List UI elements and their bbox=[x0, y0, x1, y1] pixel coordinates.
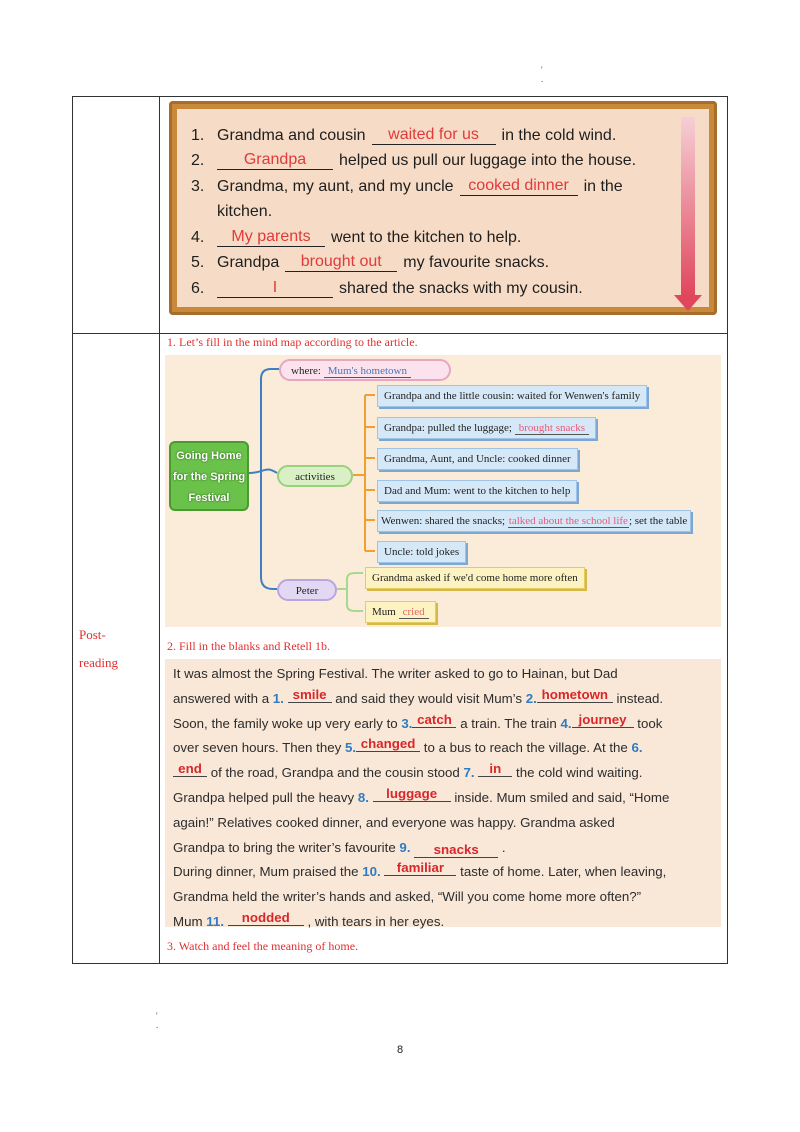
line-text: Grandpa bbox=[217, 254, 280, 271]
passage-text: Mum bbox=[173, 913, 203, 929]
passage-text: taste of home. Later, when leaving, bbox=[460, 864, 667, 880]
passage-text: Grandma held the writer’s hands and asked, “Will you come home more often?” bbox=[173, 889, 642, 905]
question-3-title: 3. Watch and feel the meaning of home. bbox=[167, 939, 359, 953]
passage-text: a train. The train bbox=[460, 715, 557, 731]
question-2-title: 2. Fill in the blanks and Retell 1b. bbox=[167, 639, 330, 653]
board-line-3b bbox=[191, 196, 709, 222]
activity-2 bbox=[377, 417, 596, 439]
passage-text: , with tears in her eyes. bbox=[307, 913, 445, 929]
passage-text: the cold wind waiting. bbox=[516, 765, 643, 781]
line-text: in the bbox=[583, 177, 623, 195]
passage-text: Grandpa to bring the writer’s favourite bbox=[173, 839, 396, 855]
mind-map bbox=[165, 355, 721, 627]
answer-blank: brought out bbox=[285, 253, 397, 272]
blank-number: 7. bbox=[463, 765, 475, 781]
footer-marks: ' . bbox=[156, 1011, 159, 1030]
blank-answer: hometown bbox=[537, 688, 613, 703]
board-line-5 bbox=[191, 247, 709, 273]
board-line-1 bbox=[191, 119, 709, 145]
lesson-table bbox=[72, 96, 728, 964]
activity-5 bbox=[377, 510, 691, 532]
peter-item-1: Grandma asked if we'd come home more often bbox=[365, 567, 585, 589]
activity-text: ; set the table bbox=[628, 515, 688, 527]
line-text: Grandma, my aunt, and my uncle bbox=[217, 177, 454, 195]
where-answer: Mum's hometown bbox=[324, 365, 411, 378]
line-text: Grandma and cousin bbox=[217, 126, 366, 144]
blank-number: 10. bbox=[362, 864, 381, 880]
answer-blank: Grandpa bbox=[217, 151, 333, 170]
activity-text: Wenwen: shared the snacks; bbox=[381, 515, 506, 527]
passage-text: over seven hours. Then they bbox=[173, 740, 342, 756]
line-text: in the cold wind. bbox=[501, 126, 617, 144]
activities-node: activities bbox=[277, 465, 353, 487]
board-content bbox=[177, 109, 709, 307]
answer-blank: waited for us bbox=[372, 126, 496, 145]
passage-text: Grandpa helped pull the heavy bbox=[173, 789, 355, 805]
passage-text: again!” Relatives cooked dinner, and everyone was happy. Grandma asked bbox=[173, 814, 615, 830]
blank-answer: luggage bbox=[373, 787, 451, 802]
board-line-4 bbox=[191, 221, 709, 247]
passage-line bbox=[173, 712, 713, 737]
down-arrow-icon bbox=[681, 117, 695, 297]
mind-map-center bbox=[169, 441, 249, 511]
board-line-6 bbox=[191, 272, 709, 298]
line-number: 3. bbox=[191, 177, 205, 195]
peter-text: Mum bbox=[372, 606, 396, 618]
retell-passage bbox=[165, 659, 721, 927]
blank-answer: nodded bbox=[228, 911, 304, 926]
passage-line bbox=[173, 836, 713, 861]
line-text: went to the kitchen to help. bbox=[331, 228, 522, 246]
blank-number: 4. bbox=[560, 715, 572, 731]
blank-answer: changed bbox=[356, 737, 420, 752]
answer-blank: I bbox=[217, 279, 333, 298]
where-label: where: bbox=[291, 365, 321, 377]
page-number: 8 bbox=[396, 1044, 404, 1056]
center-text: for the Spring bbox=[172, 471, 246, 483]
passage-text: instead. bbox=[616, 690, 664, 706]
line-text: kitchen. bbox=[217, 203, 273, 220]
blank-number: 8. bbox=[357, 789, 369, 805]
blank-number: 2. bbox=[525, 690, 537, 706]
answer-blank: cooked dinner bbox=[460, 177, 578, 196]
passage-text: and said they would visit Mum’s bbox=[335, 690, 523, 706]
activity-4: Dad and Mum: went to the kitchen to help bbox=[377, 480, 577, 502]
line-number: 1. bbox=[191, 126, 205, 144]
blank-number: 1. bbox=[272, 690, 284, 706]
line-number: 4. bbox=[191, 228, 205, 246]
center-text: Going Home bbox=[176, 450, 242, 462]
center-text: Festival bbox=[188, 492, 230, 504]
passage-text: inside. Mum smiled and said, “Home bbox=[454, 789, 670, 805]
activity-fill: talked about the school life bbox=[508, 515, 628, 527]
activity-3: Grandma, Aunt, and Uncle: cooked dinner bbox=[377, 448, 578, 470]
activity-fill: brought snacks bbox=[515, 422, 589, 435]
passage-line bbox=[173, 736, 713, 761]
peter-node: Peter bbox=[277, 579, 337, 601]
passage-line bbox=[173, 761, 713, 786]
question-1-title: 1. Let’s fill in the mind map according to the article. bbox=[167, 335, 418, 349]
row-divider bbox=[73, 333, 727, 334]
activity-6: Uncle: told jokes bbox=[377, 541, 466, 563]
blackboard-exercise bbox=[169, 101, 717, 315]
blank-number: 5. bbox=[345, 740, 357, 756]
activity-1: Grandpa and the little cousin: waited for Wenwen's family bbox=[377, 385, 647, 407]
passage-line bbox=[173, 662, 713, 687]
blank-number: 3. bbox=[401, 715, 413, 731]
line-number: 6. bbox=[191, 279, 205, 297]
blank-answer: snacks bbox=[414, 843, 498, 858]
blank-number: 9. bbox=[399, 839, 411, 855]
line-number: 5. bbox=[191, 254, 205, 271]
passage-text: of the road, Grandpa and the cousin stood bbox=[210, 765, 460, 781]
column-divider bbox=[159, 97, 160, 963]
line-number: 2. bbox=[191, 152, 205, 169]
line-text: shared the snacks with my cousin. bbox=[339, 279, 583, 297]
where-node bbox=[279, 359, 451, 381]
row-label: Post- reading bbox=[79, 627, 118, 670]
answer-blank: My parents bbox=[217, 228, 325, 247]
blank-answer: familiar bbox=[384, 861, 456, 876]
board-line-3 bbox=[191, 170, 709, 196]
board-line-2 bbox=[191, 145, 709, 171]
line-text: my favourite snacks. bbox=[403, 254, 550, 271]
passage-line bbox=[173, 910, 713, 935]
passage-text: . bbox=[501, 839, 506, 855]
blank-number: 6. bbox=[631, 740, 643, 756]
blank-answer: catch bbox=[412, 713, 456, 728]
passage-text: It was almost the Spring Festival. The writer asked to go to Hainan, but Dad bbox=[173, 666, 618, 681]
passage-text: Soon, the family woke up very early to bbox=[173, 715, 398, 731]
blank-number: 11. bbox=[206, 913, 225, 929]
peter-fill: cried bbox=[399, 606, 429, 619]
passage-line bbox=[173, 786, 713, 811]
header-marks: ' . bbox=[541, 65, 544, 84]
passage-line bbox=[173, 885, 713, 910]
blank-answer: in bbox=[478, 762, 512, 777]
blank-answer: end bbox=[173, 762, 207, 777]
peter-item-2 bbox=[365, 601, 436, 623]
passage-line bbox=[173, 811, 713, 836]
passage-line bbox=[173, 860, 713, 885]
activity-text: Grandpa: pulled the luggage; bbox=[384, 422, 512, 434]
blank-answer: journey bbox=[572, 713, 634, 728]
blank-answer: smile bbox=[288, 688, 332, 703]
passage-text: During dinner, Mum praised the bbox=[173, 864, 359, 880]
passage-text: to a bus to reach the village. At the bbox=[423, 740, 628, 756]
passage-line bbox=[173, 687, 713, 712]
passage-text: answered with a bbox=[173, 690, 270, 706]
line-text: helped us pull our luggage into the house. bbox=[339, 152, 637, 169]
passage-text: took bbox=[637, 715, 663, 731]
